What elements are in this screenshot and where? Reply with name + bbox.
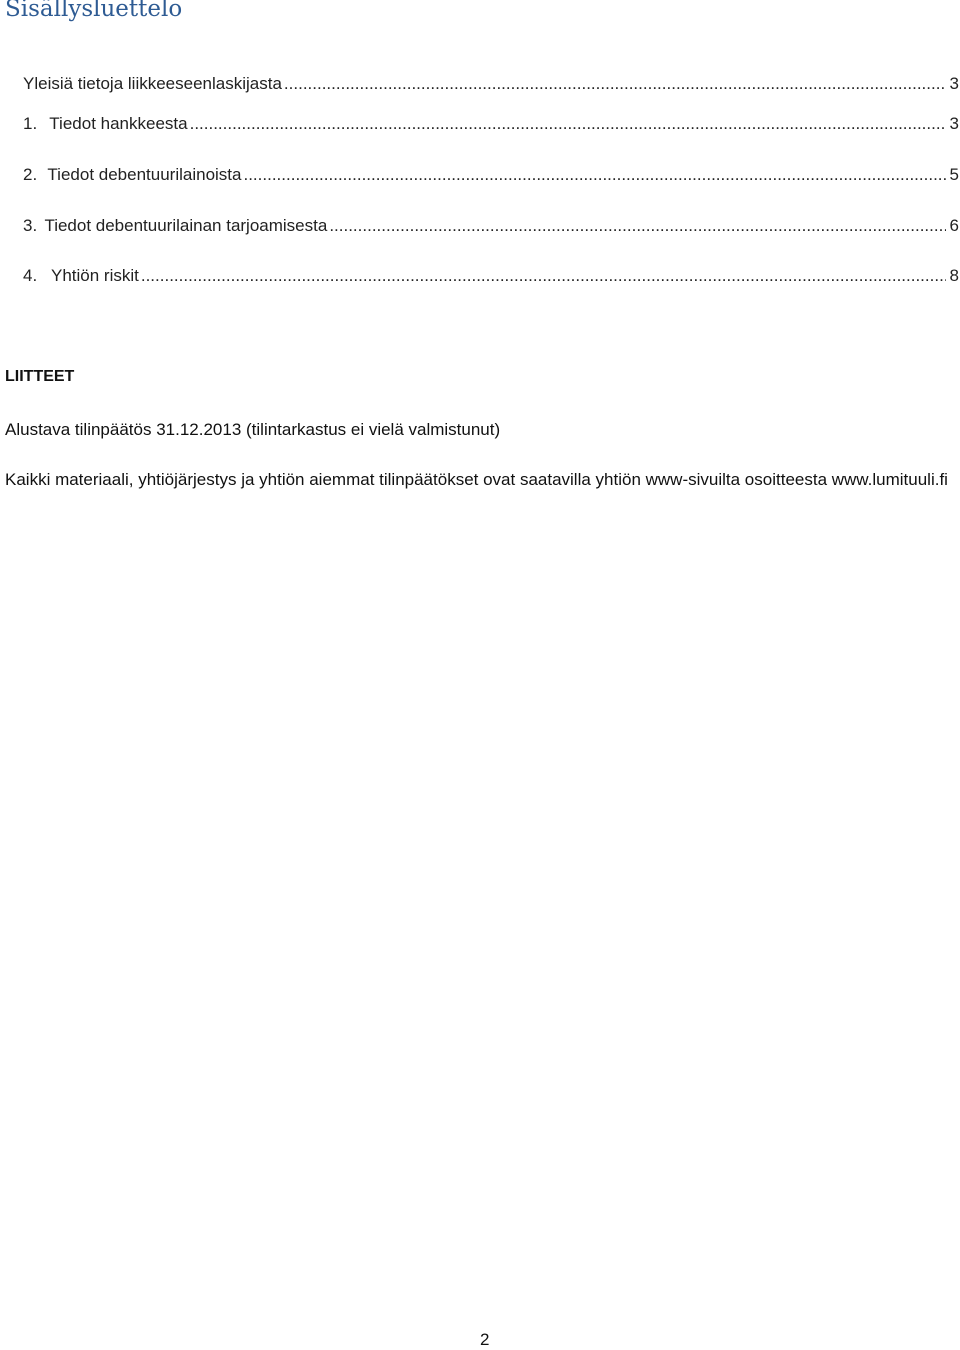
toc-entry-page: 3 xyxy=(949,74,959,93)
toc-entry-title: Tiedot hankkeesta xyxy=(49,114,188,133)
toc-leader-dots xyxy=(141,266,946,286)
page-title: Sisällysluettelo xyxy=(5,0,183,22)
toc-entry-3[interactable] xyxy=(23,216,959,240)
attachments-heading: LIITTEET xyxy=(5,368,75,385)
toc-entry-page: 3 xyxy=(949,114,959,133)
toc-entry-page: 8 xyxy=(949,266,959,285)
availability-paragraph: Kaikki materiaali, yhtiöjärjestys ja yhtiön aiemmat tilinpäätökset ovat saatavilla yhtiön www-sivuilta osoitteesta www.lumituuli.fi xyxy=(5,470,948,489)
toc-leader-dots xyxy=(190,114,946,134)
toc-leader-dots xyxy=(329,216,945,236)
toc-entry-title: Tiedot debentuurilainoista xyxy=(47,165,242,184)
attachment-item: Alustava tilinpäätös 31.12.2013 (tilintarkastus ei vielä valmistunut) xyxy=(5,420,501,439)
toc-leader-dots xyxy=(243,165,945,185)
toc-entry-4[interactable] xyxy=(23,266,959,290)
toc-entry-1[interactable] xyxy=(23,114,959,138)
toc-entry-page: 6 xyxy=(949,216,959,235)
toc-leader-dots xyxy=(284,74,946,94)
toc-entry-number: 4. xyxy=(23,266,38,285)
toc-entry-title: Tiedot debentuurilainan tarjoamisesta xyxy=(44,216,328,235)
toc-entry-number: 1. xyxy=(23,114,38,133)
toc-entry-general[interactable] xyxy=(23,74,959,98)
toc-entry-number: 2. xyxy=(23,165,38,184)
toc-entry-number: 3. xyxy=(23,216,38,235)
toc-entry-title: Yleisiä tietoja liikkeeseenlaskijasta xyxy=(23,74,282,93)
page-number: 2 xyxy=(480,1330,490,1349)
toc-entry-page: 5 xyxy=(949,165,959,184)
toc-entry-title: Yhtiön riskit xyxy=(50,266,139,285)
toc-entry-2[interactable] xyxy=(23,165,959,189)
